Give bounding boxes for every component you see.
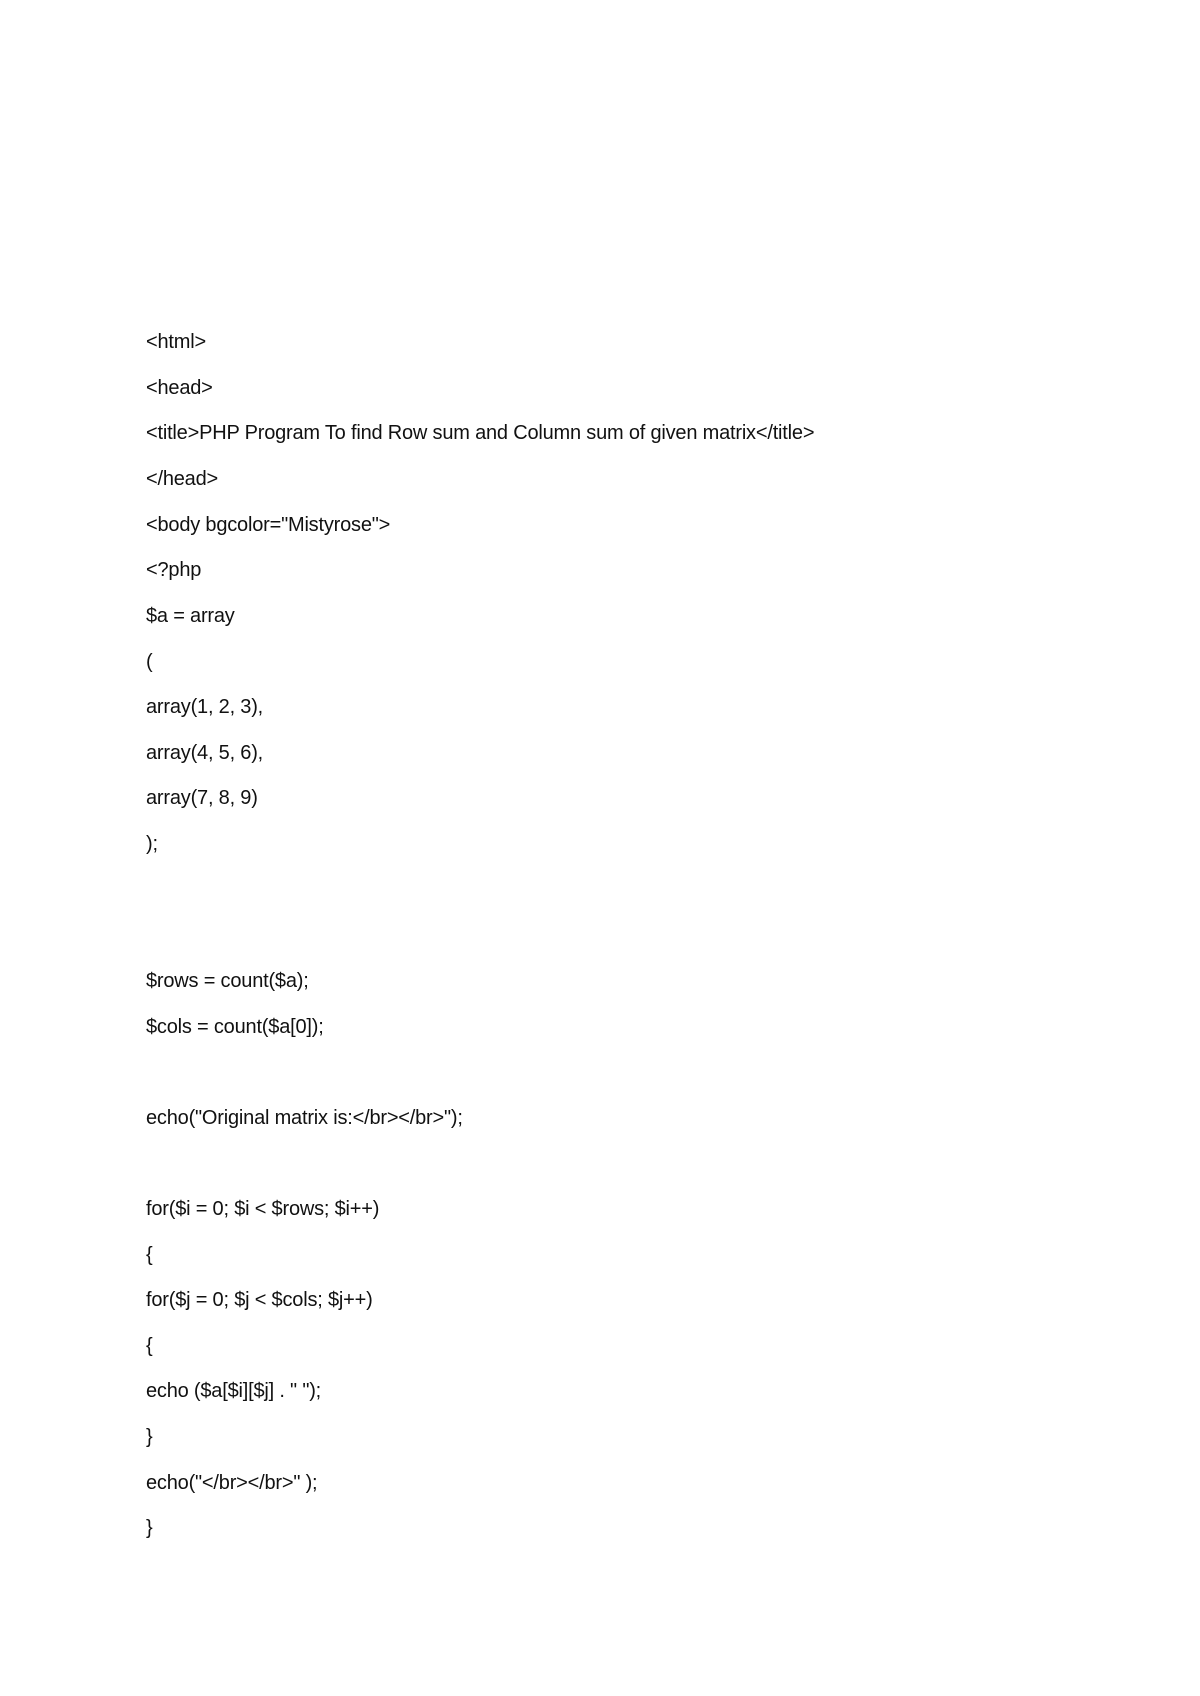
code-line-rows-count: $rows = count($a);	[146, 970, 309, 992]
code-line-cols-count: $cols = count($a[0]);	[146, 1016, 324, 1038]
code-line-outer-close-brace: }	[146, 1517, 153, 1539]
code-line-close-array: );	[146, 833, 158, 855]
code-line-head-open: <head>	[146, 377, 213, 399]
code-line-inner-loop: for($j = 0; $j < $cols; $j++)	[146, 1289, 373, 1311]
code-line-inner-close-brace: }	[146, 1426, 153, 1448]
code-line-row-two: array(4, 5, 6),	[146, 742, 264, 764]
code-line-php-open: <?php	[146, 559, 202, 581]
code-line-array-declaration: $a = array	[146, 605, 235, 627]
code-line-body-open: <body bgcolor="Mistyrose">	[146, 514, 391, 536]
code-line-outer-loop: for($i = 0; $i < $rows; $i++)	[146, 1198, 380, 1220]
code-line-open-paren: (	[146, 651, 153, 673]
code-line-echo-original: echo("Original matrix is:</br></br>");	[146, 1107, 463, 1129]
code-line-title: <title>PHP Program To find Row sum and Column sum of given matrix</title>	[146, 422, 815, 444]
code-line-echo-cell: echo ($a[$i][$j] . " ");	[146, 1380, 322, 1402]
code-line-inner-open-brace: {	[146, 1335, 153, 1357]
code-line-row-one: array(1, 2, 3),	[146, 696, 264, 718]
code-line-html-open: <html>	[146, 331, 206, 353]
code-line-outer-open-brace: {	[146, 1244, 153, 1266]
code-line-echo-breaks: echo("</br></br>" );	[146, 1472, 318, 1494]
code-line-head-close: </head>	[146, 468, 219, 490]
code-line-row-three: array(7, 8, 9)	[146, 787, 258, 809]
